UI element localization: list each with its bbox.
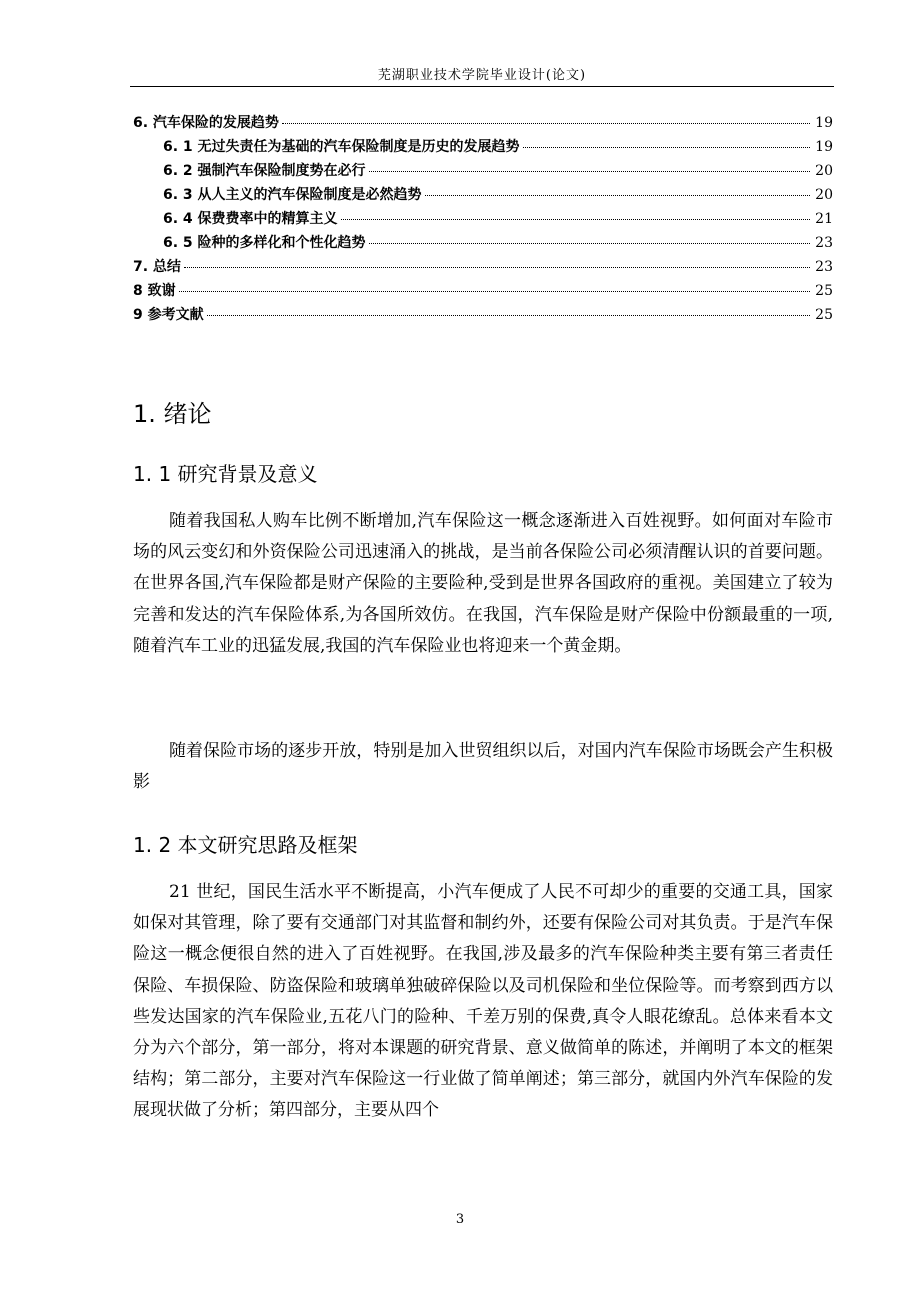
toc-entry[interactable] — [133, 208, 833, 232]
toc-entry-title: 9 参考文献 — [133, 307, 204, 323]
toc-entry-title: 6. 1 无过失责任为基础的汽车保险制度是历史的发展趋势 — [163, 139, 520, 155]
toc-entry[interactable] — [133, 160, 833, 184]
toc-leader-dots — [207, 315, 810, 316]
body-paragraph: 21 世纪，国民生活水平不断提高，小汽车便成了人民不可却少的重要的交通工具，国家如保对其管理，除了要有交通部门对其监督和制约外，还要有保险公司对其负责。于是汽车保险这一概念便很自然的进入了百姓视野。在我国,涉及最多的汽车保险种类主要有第三者责任保险、车损保险、防盗保险和玻璃单独破碎保险以及司机保险和坐位保险等。而考察到西方以些发达国家的汽车保险业,五花八门的险种、千差万别的保费,真令人眼花缭乱。总体来看本文分为六个部分，第一部分，将对本课题的研究背景、意义做简单的陈述，并阐明了本文的框架结构；第二部分，主要对汽车保险这一行业做了简单阐述；第三部分，就国内外汽车保险的发展现状做了分析；第四部分，主要从四个 — [133, 882, 833, 1121]
toc-entry-title: 8 致谢 — [133, 283, 176, 299]
body-paragraph: 随着保险市场的逐步开放，特别是加入世贸组织以后，对国内汽车保险市场既会产生积极影 — [133, 741, 833, 793]
toc-entry-page: 23 — [815, 259, 833, 275]
toc-entry-title: 6. 汽车保险的发展趋势 — [133, 115, 279, 131]
toc-leader-dots — [523, 147, 810, 148]
toc-entry-page: 23 — [815, 235, 833, 251]
toc-entry-page: 19 — [815, 115, 833, 131]
chapter-heading: 1. 绪论 — [133, 400, 212, 428]
running-header: 芜湖职业技术学院毕业设计(论文) — [377, 68, 587, 83]
toc-entry[interactable] — [133, 184, 833, 208]
toc-entry-title: 7. 总结 — [133, 259, 181, 275]
toc-entry[interactable] — [133, 256, 833, 280]
body-paragraph: 随着我国私人购车比例不断增加,汽车保险这一概念逐渐进入百姓视野。如何面对车险市场的风云变幻和外资保险公司迅速涌入的挑战，是当前各保险公司必须清醒认识的首要问题。在世界各国,汽车保险都是财产保险的主要险种,受到是世界各国政府的重视。美国建立了较为完善和发达的汽车保险体系,为各国所效仿。在我国，汽车保险是财产保险中份额最重的一项,随着汽车工业的迅猛发展,我国的汽车保险业也将迎来一个黄金期。 — [133, 511, 833, 656]
section-heading: 1. 1 研究背景及意义 — [133, 462, 318, 486]
toc-entry[interactable] — [133, 304, 833, 328]
toc-entry-title: 6. 3 从人主义的汽车保险制度是必然趋势 — [163, 187, 422, 203]
table-of-contents — [133, 112, 833, 328]
page-number: 3 — [455, 1212, 465, 1227]
toc-entry-title: 6. 5 险种的多样化和个性化趋势 — [163, 235, 366, 251]
toc-entry-page: 19 — [815, 139, 833, 155]
toc-entry-page: 25 — [815, 283, 833, 299]
toc-entry-title: 6. 4 保费费率中的精算主义 — [163, 211, 338, 227]
header-divider — [130, 86, 834, 87]
toc-leader-dots — [282, 123, 810, 124]
toc-entry-page: 25 — [815, 307, 833, 323]
toc-entry[interactable] — [133, 136, 833, 160]
toc-leader-dots — [179, 291, 810, 292]
toc-entry[interactable] — [133, 280, 833, 304]
toc-leader-dots — [184, 267, 810, 268]
section-heading: 1. 2 本文研究思路及框架 — [133, 833, 358, 857]
toc-leader-dots — [341, 219, 810, 220]
toc-entry[interactable] — [133, 232, 833, 256]
toc-leader-dots — [369, 243, 810, 244]
toc-entry-page: 21 — [815, 211, 833, 227]
toc-leader-dots — [425, 195, 810, 196]
toc-entry-page: 20 — [815, 187, 833, 203]
toc-entry[interactable] — [133, 112, 833, 136]
toc-entry-page: 20 — [815, 163, 833, 179]
toc-leader-dots — [369, 171, 810, 172]
toc-entry-title: 6. 2 强制汽车保险制度势在必行 — [163, 163, 366, 179]
